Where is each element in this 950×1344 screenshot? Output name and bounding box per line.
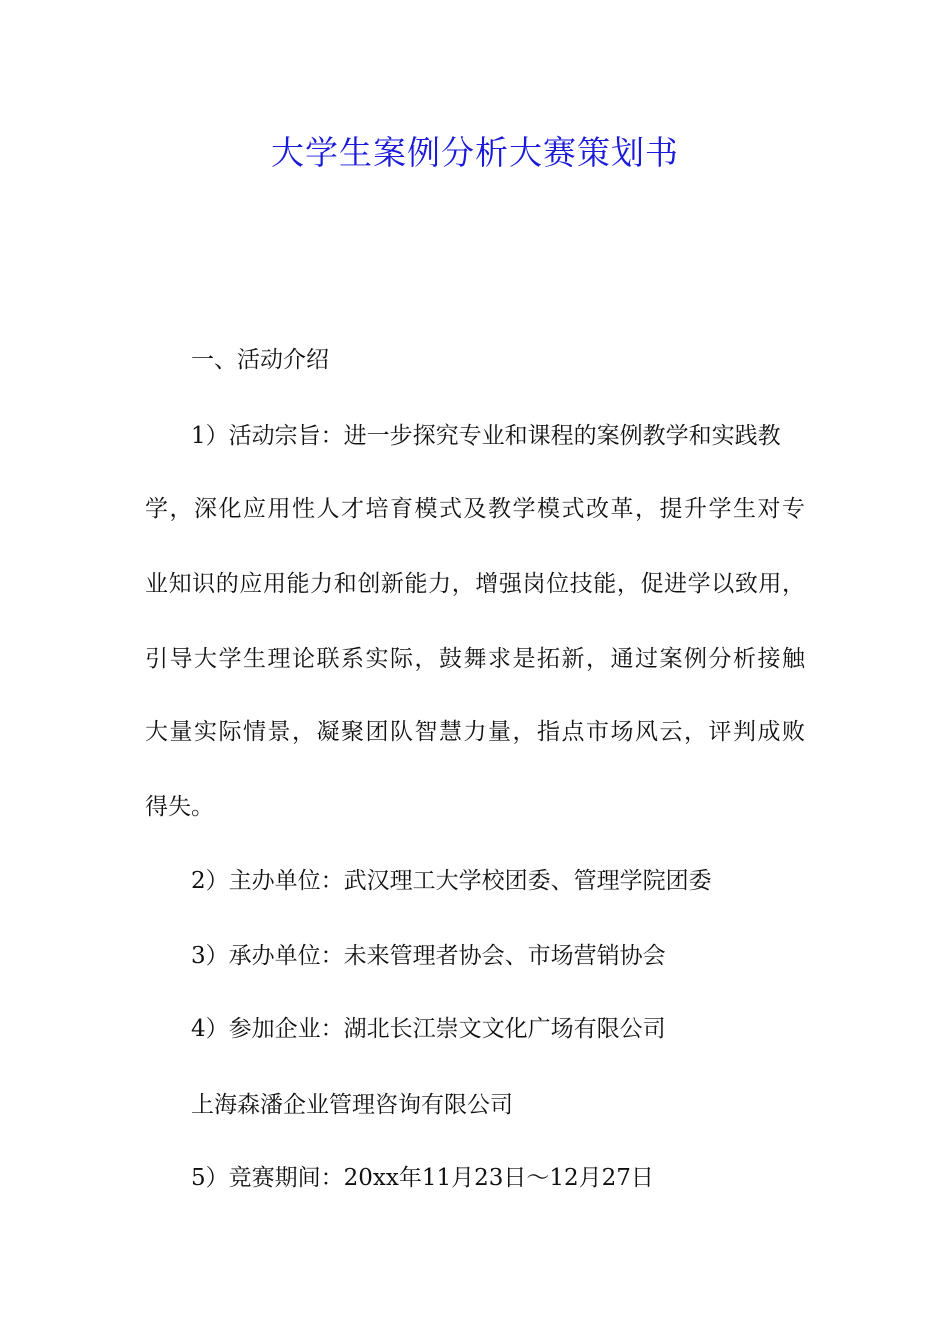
organizer-line: 3）承办单位：未来管理者协会、市场营销协会 [191,943,666,969]
section-heading: 一、活动介绍 [191,347,329,373]
paragraph-line: 得失。 [145,794,214,820]
paragraph-line: 大量实际情景，凝聚团队智慧力量，指点市场风云，评判成败 [145,719,805,745]
host-line: 2）主办单位：武汉理工大学校团委、管理学院团委 [191,868,712,894]
paragraph-line: 业知识的应用能力和创新能力，增强岗位技能，促进学以致用， [145,571,805,597]
paragraph-line: 1）活动宗旨：进一步探究专业和课程的案例教学和实践教 [191,423,781,449]
company-line: 4）参加企业：湖北长江崇文文化广场有限公司 [191,1016,666,1042]
period-line: 5）竞赛期间：20xx年11月23日～12月27日 [191,1165,654,1191]
paragraph-line: 引导大学生理论联系实际，鼓舞求是拓新，通过案例分析接触 [145,646,805,672]
company-line: 上海森潘企业管理咨询有限公司 [191,1092,513,1118]
paragraph-line: 学，深化应用性人才培育模式及教学模式改革，提升学生对专 [145,496,805,522]
document-title: 大学生案例分析大赛策划书 [271,133,679,172]
